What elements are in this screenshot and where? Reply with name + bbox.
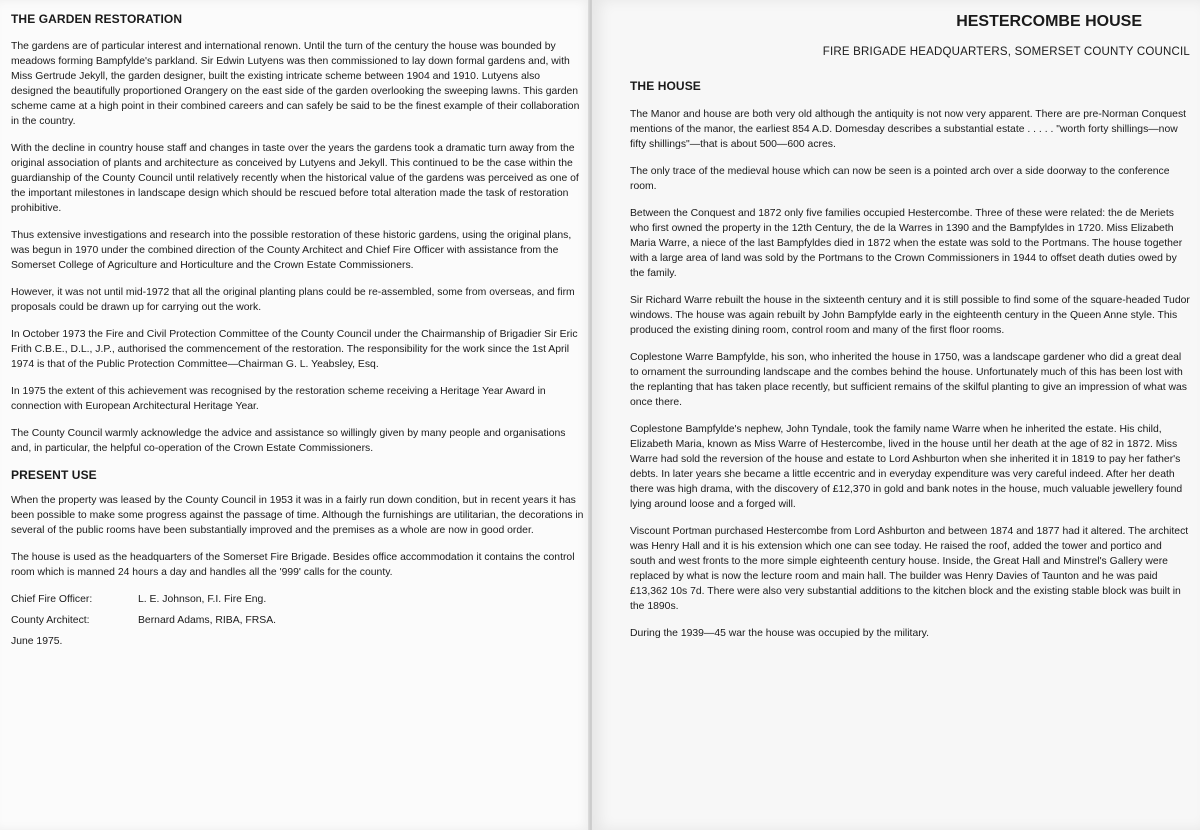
paragraph: Coplestone Warre Bampfylde, his son, who inherited the house in 1750, was a landscape gardener who did a great deal to ornament the surrounding landscape and the combes behind the house. Unfortunately much of this has been lost with the replanting that has taken place recently, but sufficient remains of the skilful planting to give an impression of what was once there. <box>630 352 1187 408</box>
paragraph: The only trace of the medieval house which can now be seen is a pointed arch over a side doorway to the conference room. <box>630 166 1170 192</box>
paragraph: In 1975 the extent of this achievement was recognised by the restoration scheme receiving a Heritage Year Award in connection with European Architectural Heritage Year. <box>11 386 546 412</box>
signatory-chief-fire-officer <box>11 592 584 607</box>
right-page <box>592 0 1200 830</box>
paragraph: However, it was not until mid-1972 that all the original planting plans could be re-assembled, some from overseas, and firm proposals could be drawn up for carrying out the work. <box>11 287 575 313</box>
paragraph: Coplestone Bampfylde's nephew, John Tyndale, took the family name Warre when he inherited the estate. His child, Elizabeth Maria, known as Miss Warre of Hestercombe, lived in the house until her death at the age of 82 in 1872. Miss Warre had sold the reversion of the house and estate to Lord Ashburton when she inherited it in 1819 to pay her father's debts. In later years she became a little eccentric and in everyday expenditure was very careful indeed. After her death there was high drama, with the discovery of £12,370 in gold and bank notes in the house, much valuable jewellery found lying around loose and a forged will. <box>630 424 1183 510</box>
signatory-role: County Architect: <box>11 615 90 626</box>
signatory-role: Chief Fire Officer: <box>11 594 93 605</box>
paragraph: With the decline in country house staff and changes in taste over the years the gardens took a dramatic turn away from the original association of plants and architecture as conceived by Lutyens and Jekyll. This continued to be the case within the guardianship of the County Council until relatively recently when the historical value of the gardens was perceived as one of the important milestones in landscape design which should be rescued before total alteration made the task of restoration prohibitive. <box>11 143 579 214</box>
paragraph: The County Council warmly acknowledge the advice and assistance so willingly given by many people and organisations and, in particular, the helpful co-operation of the Crown Estate Commissioners. <box>11 428 566 454</box>
paragraph: The gardens are of particular interest and international renown. Until the turn of the century the house was bounded by meadows forming Bampfylde's parkland. Sir Edwin Lutyens was then commissioned to lay down formal gardens and, with Miss Gertrude Jekyll, the garden designer, built the existing intricate scheme between 1904 and 1910. Lutyens also designed the beautifully proportioned Orangery on the east side of the garden overlooking the sweeping lawns. This garden scheme came at a high point in their combined careers and can safely be said to be the finest example of their collaboration in the country. <box>11 41 580 127</box>
left-page <box>0 0 592 830</box>
paragraph: The Manor and house are both very old although the antiquity is not now very apparent. There are pre-Norman Conquest mentions of the manor, the earliest 854 A.D. Domesday describes a substantial estate . . . . . "worth forty shillings—now fifty shillings"—that is about 500—600 acres. <box>630 109 1187 150</box>
signatory-name: Bernard Adams, RIBA, FRSA. <box>138 615 277 626</box>
document-subtitle: FIRE BRIGADE HEADQUARTERS, SOMERSET COUNTY COUNCIL <box>822 46 1190 58</box>
paragraph: During the 1939—45 war the house was occupied by the military. <box>630 628 929 639</box>
paragraph: Viscount Portman purchased Hestercombe from Lord Ashburton and between 1874 and 1877 had it altered. The architect was Henry Hall and it is his extension which one can see today. He raised the roof, added the tower and portico and south and west fronts to the more simple eighteenth century house. Inside, the Great Hall and Minstrel's Gallery were replaced by what is now the lecture room and main hall. The builder was Henry Davies of Taunton and he was paid £13,362 10s 7d. There were also very substantial additions to the kitchen block and the existing stable block was built in the 1890s. <box>630 526 1189 612</box>
paragraph: Sir Richard Warre rebuilt the house in the sixteenth century and it is still possible to find some of the square-headed Tudor windows. The house was again rebuilt by John Bampfylde early in the eighteenth century in the Queen Anne style. This produced the existing dining room, control room and many of the first floor rooms. <box>630 295 1190 336</box>
paragraph: Between the Conquest and 1872 only five families occupied Hestercombe. Three of these were related: the de Meriets who first owned the property in the 12th Century, the de la Warres in 1390 and the Bampfyldes in 1720. Miss Elizabeth Maria Warre, a niece of the last Bampfyldes died in 1872 when the estate was sold to the Portmans. The house together with a large area of land was sold by the Portmans to the Crown Commissioners in 1944 to offset death duties owed by the family. <box>630 208 1183 279</box>
paragraph: Thus extensive investigations and research into the possible restoration of these historic gardens, using the original plans, was begun in 1970 under the combined direction of the County Architect and Chief Fire Officer with assistance from the Somerset College of Agriculture and Horticulture and the Crown Estate Commissioners. <box>11 230 572 271</box>
signatory-county-architect <box>11 613 584 628</box>
signatory-name: L. E. Johnson, F.I. Fire Eng. <box>138 594 267 605</box>
garden-restoration-heading: THE GARDEN RESTORATION <box>11 12 183 26</box>
paragraph: In October 1973 the Fire and Civil Protection Committee of the County Council under the Chairmanship of Brigadier Sir Eric Frith C.B.E., D.L., J.P., authorised the commencement of the restoration. The responsibility for the work since the 1st April 1974 is that of the Public Protection Committee—Chairman G. L. Yeabsley, Esq. <box>11 329 578 370</box>
paragraph: The house is used as the headquarters of the Somerset Fire Brigade. Besides office accommodation it contains the control room which is manned 24 hours a day and handles all the '999' calls for the county. <box>11 552 575 578</box>
paragraph: When the property was leased by the County Council in 1953 it was in a fairly run down condition, but in recent years it has been possible to make some progress against the passage of time. Although the furnishings are utilitarian, the decorations in several of the public rooms have been substantially improved and the premises as a whole are now in good order. <box>11 495 584 536</box>
publication-date: June 1975. <box>11 636 63 647</box>
the-house-heading: THE HOUSE <box>630 79 701 93</box>
present-use-heading: PRESENT USE <box>11 468 97 482</box>
document-title: HESTERCOMBE HOUSE <box>956 13 1142 30</box>
